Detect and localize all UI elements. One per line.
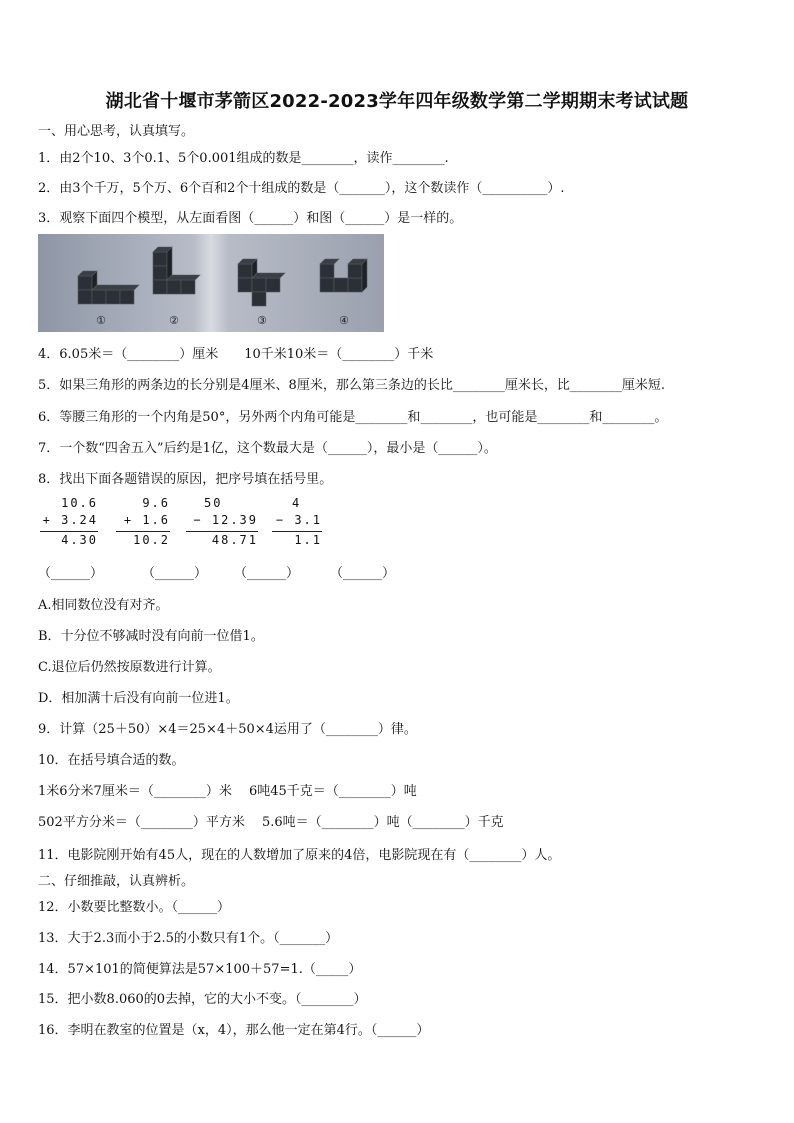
question-15: 15．把小数8.060的0去掉，它的大小不变。（________） [38, 992, 367, 1007]
question-10-part-b: 502平方分米＝（________）平方米 5.6吨＝（________）吨（________）千克 [38, 815, 504, 830]
question-11: 11．电影院刚开始有45人，现在的人数增加了原来的4倍，电影院现在有（________）人。 [38, 848, 561, 863]
answer-blank-1[interactable]: （______） [38, 566, 104, 581]
fig-label-3: ③ [257, 314, 267, 327]
answer-blank-3[interactable]: （______） [234, 566, 300, 581]
question-9: 9．计算（25＋50）×4＝25×4＋50×4运用了（________）律。 [38, 722, 417, 737]
option-c: C.退位后仍然按原数进行计算。 [38, 660, 221, 675]
vertical-calc-4: 4 − 3.1 1.1 [272, 495, 322, 549]
question-6: 6．等腰三角形的一个内角是50°，另外两个内角可能是________和________，也可能是________和________。 [38, 410, 668, 425]
page-title: 湖北省十堰市茅箭区2022-2023学年四年级数学第二学期期末考试试题 [105, 91, 689, 112]
fig-label-2: ② [169, 314, 179, 327]
question-7: 7．一个数“四舍五入”后约是1亿，这个数最大是（______），最小是（______）。 [38, 441, 497, 456]
answer-blank-4[interactable]: （______） [330, 566, 396, 581]
question-10: 10．在括号填合适的数。 [38, 753, 185, 768]
vertical-calc-3: 50 − 12.39 48.71 [186, 495, 258, 549]
question-13: 13．大于2.3而小于2.5的小数只有1个。（_______） [38, 931, 339, 946]
question-5: 5．如果三角形的两条边的长分别是4厘米、8厘米，那么第三条边的长比________厘米长，比________厘米短. [38, 378, 665, 393]
question-2: 2．由3个千万，5个万、6个百和2个十组成的数是（_______），这个数读作（__________）. [38, 181, 565, 196]
question-16: 16．李明在教室的位置是（x，4），那么他一定在第4行。（______） [38, 1023, 430, 1038]
fig-label-1: ① [96, 314, 106, 327]
fig-label-4: ④ [339, 314, 349, 327]
question-1: 1．由2个10、3个0.1、5个0.001组成的数是________，读作________. [38, 151, 449, 166]
option-a: A.相同数位没有对齐。 [38, 598, 169, 613]
section-2-heading: 二、仔细推敲，认真辨析。 [38, 874, 195, 889]
question-4: 4．6.05米＝（________）厘米 10千米10米＝（________）千米 [38, 347, 434, 362]
question-10-part-a: 1米6分米7厘米＝（________）米 6吨45千克＝（________）吨 [38, 784, 417, 799]
question-14: 14．57×101的简便算法是57×100＋57=1.（_____） [38, 962, 362, 977]
question-8: 8．找出下面各题错误的原因，把序号填在括号里。 [38, 472, 333, 487]
option-d: D．相加满十后没有向前一位进1。 [38, 691, 239, 706]
vertical-calc-2: 9.6 + 1.6 10.2 [116, 495, 170, 549]
vertical-calc-1: 10.6 + 3.24 4.30 [40, 495, 98, 549]
answer-blank-2[interactable]: （______） [142, 566, 208, 581]
option-b: B．十分位不够减时没有向前一位借1。 [38, 629, 264, 644]
question-12: 12．小数要比整数小。（______） [38, 900, 231, 915]
question-3: 3．观察下面四个模型，从左面看图（______）和图（______）是一样的。 [38, 211, 463, 226]
section-1-heading: 一、用心思考，认真填写。 [38, 124, 195, 139]
cube-models-figure [38, 234, 384, 332]
